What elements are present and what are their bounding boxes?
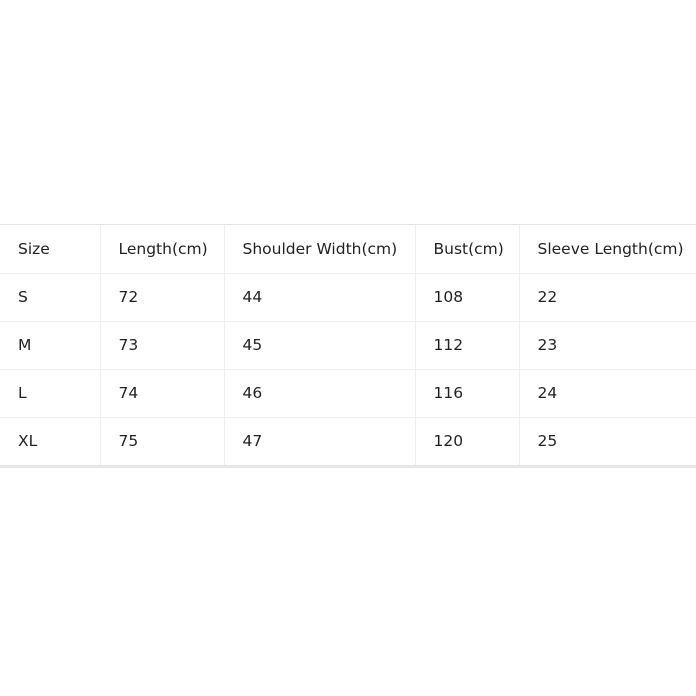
cell-shoulder-width: 45 <box>224 321 415 369</box>
cell-sleeve-length: 24 <box>519 369 696 417</box>
cell-shoulder-width: 46 <box>224 369 415 417</box>
cell-shoulder-width: 44 <box>224 273 415 321</box>
size-table <box>0 225 696 465</box>
cell-bust: 116 <box>415 369 519 417</box>
table-row <box>0 369 696 417</box>
table-row <box>0 321 696 369</box>
header-length: Length(cm) <box>100 225 224 273</box>
cell-bust: 108 <box>415 273 519 321</box>
cell-length: 74 <box>100 369 224 417</box>
header-row <box>0 225 696 273</box>
cell-sleeve-length: 22 <box>519 273 696 321</box>
cell-length: 75 <box>100 417 224 465</box>
cell-size: XL <box>0 417 100 465</box>
cell-length: 73 <box>100 321 224 369</box>
header-shoulder-width: Shoulder Width(cm) <box>224 225 415 273</box>
size-chart <box>0 224 696 468</box>
cell-size: S <box>0 273 100 321</box>
header-size: Size <box>0 225 100 273</box>
table-row <box>0 273 696 321</box>
cell-shoulder-width: 47 <box>224 417 415 465</box>
header-sleeve-length: Sleeve Length(cm) <box>519 225 696 273</box>
cell-length: 72 <box>100 273 224 321</box>
cell-size: M <box>0 321 100 369</box>
cell-size: L <box>0 369 100 417</box>
table-row <box>0 417 696 465</box>
cell-bust: 120 <box>415 417 519 465</box>
cell-bust: 112 <box>415 321 519 369</box>
header-bust: Bust(cm) <box>415 225 519 273</box>
cell-sleeve-length: 23 <box>519 321 696 369</box>
cell-sleeve-length: 25 <box>537 432 558 451</box>
